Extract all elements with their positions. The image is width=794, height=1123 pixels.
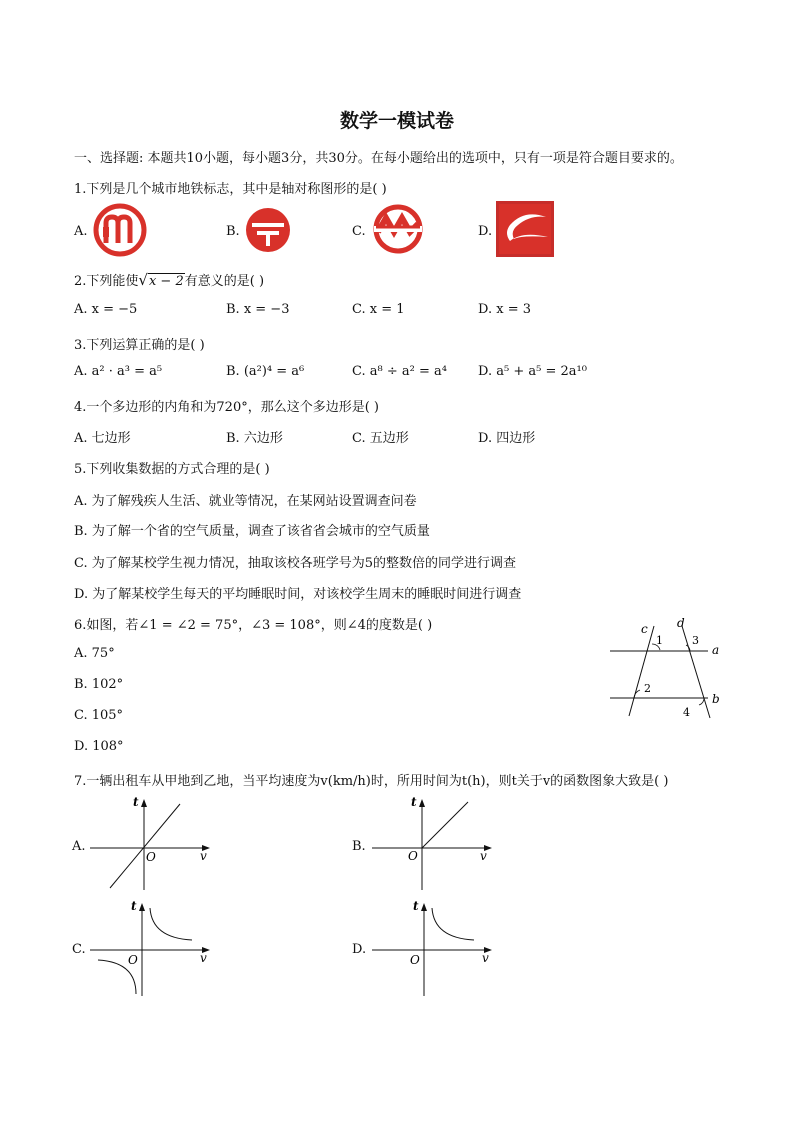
axis-v-label: v (200, 951, 207, 965)
origin-label: O (410, 953, 420, 967)
q6-option-a: A. 75° (74, 646, 115, 661)
q7-graph-b (370, 794, 498, 894)
metro-logo-a-icon (92, 203, 148, 257)
q7-graph-a (88, 794, 216, 894)
axis-v-label: v (200, 849, 207, 863)
q1-option-d-label: D. (478, 224, 493, 239)
q7-option-d-label: D. (352, 942, 367, 957)
q2-stem-post: 有意义的是( ) (184, 274, 265, 289)
q2-option-d: D. x = 3 (478, 302, 531, 317)
q1-option-a-label: A. (74, 224, 88, 239)
axis-v-label: v (482, 951, 489, 965)
angle-2-label: 2 (644, 682, 651, 695)
question-2-stem (74, 270, 264, 289)
q5-option-d: D. 为了解某校学生每天的平均睡眠时间，对该校学生周末的睡眠时间进行调查 (74, 587, 522, 602)
question-6-stem: 6.如图，若∠1 = ∠2 = 75°，∠3 = 108°，则∠4的度数是( ) (74, 618, 433, 633)
angle-3-label: 3 (692, 634, 699, 647)
q7-option-a-label: A. (72, 839, 86, 854)
label-c: c (641, 622, 648, 636)
q6-option-d: D. 108° (74, 739, 124, 754)
q3-option-a: A. a² · a³ = a⁵ (74, 364, 163, 379)
q3-option-b: B. (a²)⁴ = a⁶ (226, 364, 305, 379)
angle-1-label: 1 (656, 634, 663, 647)
q1-option-c-label: C. (352, 224, 366, 239)
q4-option-d: D. 四边形 (478, 431, 536, 446)
q5-option-b: B. 为了解一个省的空气质量，调查了该省省会城市的空气质量 (74, 524, 430, 539)
q5-option-c: C. 为了解某校学生视力情况，抽取该校各班学号为5的整数倍的同学进行调查 (74, 556, 517, 571)
angle-4-label: 4 (683, 706, 690, 719)
section-heading: 一、选择题: 本题共10小题，每小题3分，共30分。在每小题给出的选项中，只有一项是符合题目要求的。 (74, 151, 683, 166)
q4-option-b: B. 六边形 (226, 431, 283, 446)
q4-option-a: A. 七边形 (74, 431, 131, 446)
page-title: 数学一模试卷 (339, 110, 454, 132)
label-b: b (712, 692, 720, 706)
question-5-stem: 5.下列收集数据的方式合理的是( ) (74, 462, 270, 477)
q7-graph-c (88, 898, 216, 998)
metro-logo-d-icon (496, 201, 554, 257)
origin-label: O (146, 850, 156, 864)
q3-option-c: C. a⁸ ÷ a² = a⁴ (352, 364, 447, 379)
origin-label: O (408, 849, 418, 863)
axis-t-label: t (131, 899, 137, 913)
metro-logo-b-icon (244, 206, 292, 254)
q2-option-b: B. x = −3 (226, 302, 290, 317)
question-1-stem: 1.下列是几个城市地铁标志，其中是轴对称图形的是( ) (74, 182, 387, 197)
label-d: d (677, 616, 685, 630)
question-3-stem: 3.下列运算正确的是( ) (74, 338, 205, 353)
q7-option-c-label: C. (72, 942, 86, 957)
q6-option-b: B. 102° (74, 677, 124, 692)
origin-label: O (128, 953, 138, 967)
axis-t-label: t (411, 795, 417, 809)
label-a: a (712, 643, 720, 657)
q3-option-d: D. a⁵ + a⁵ = 2a¹⁰ (478, 364, 587, 379)
axis-t-label: t (413, 899, 419, 913)
q6-option-c: C. 105° (74, 708, 124, 723)
question-4-stem: 4.一个多边形的内角和为720°，那么这个多边形是( ) (74, 400, 379, 415)
line-c (629, 626, 654, 716)
q1-option-b-label: B. (226, 224, 240, 239)
q4-option-c: C. 五边形 (352, 431, 409, 446)
axis-v-label: v (480, 849, 487, 863)
q7-graph-d (370, 898, 498, 998)
question-7-stem: 7.一辆出租车从甲地到乙地，当平均速度为v(km/h)时，所用时间为t(h)，则t关于v的函数图象大致是( ) (74, 774, 669, 789)
sqrt-sign-icon: √ (138, 271, 148, 289)
metro-logo-c-icon (372, 204, 424, 254)
q2-option-a: A. x = −5 (74, 302, 138, 317)
q6-figure (604, 612, 728, 724)
q2-stem-pre: 2.下列能使 (74, 274, 139, 289)
q7-option-b-label: B. (352, 839, 366, 854)
q2-radicand: x − 2 (148, 274, 184, 289)
q5-option-a: A. 为了解残疾人生活、就业等情况，在某网站设置调查问卷 (74, 494, 417, 509)
axis-t-label: t (133, 795, 139, 809)
q2-option-c: C. x = 1 (352, 302, 405, 317)
